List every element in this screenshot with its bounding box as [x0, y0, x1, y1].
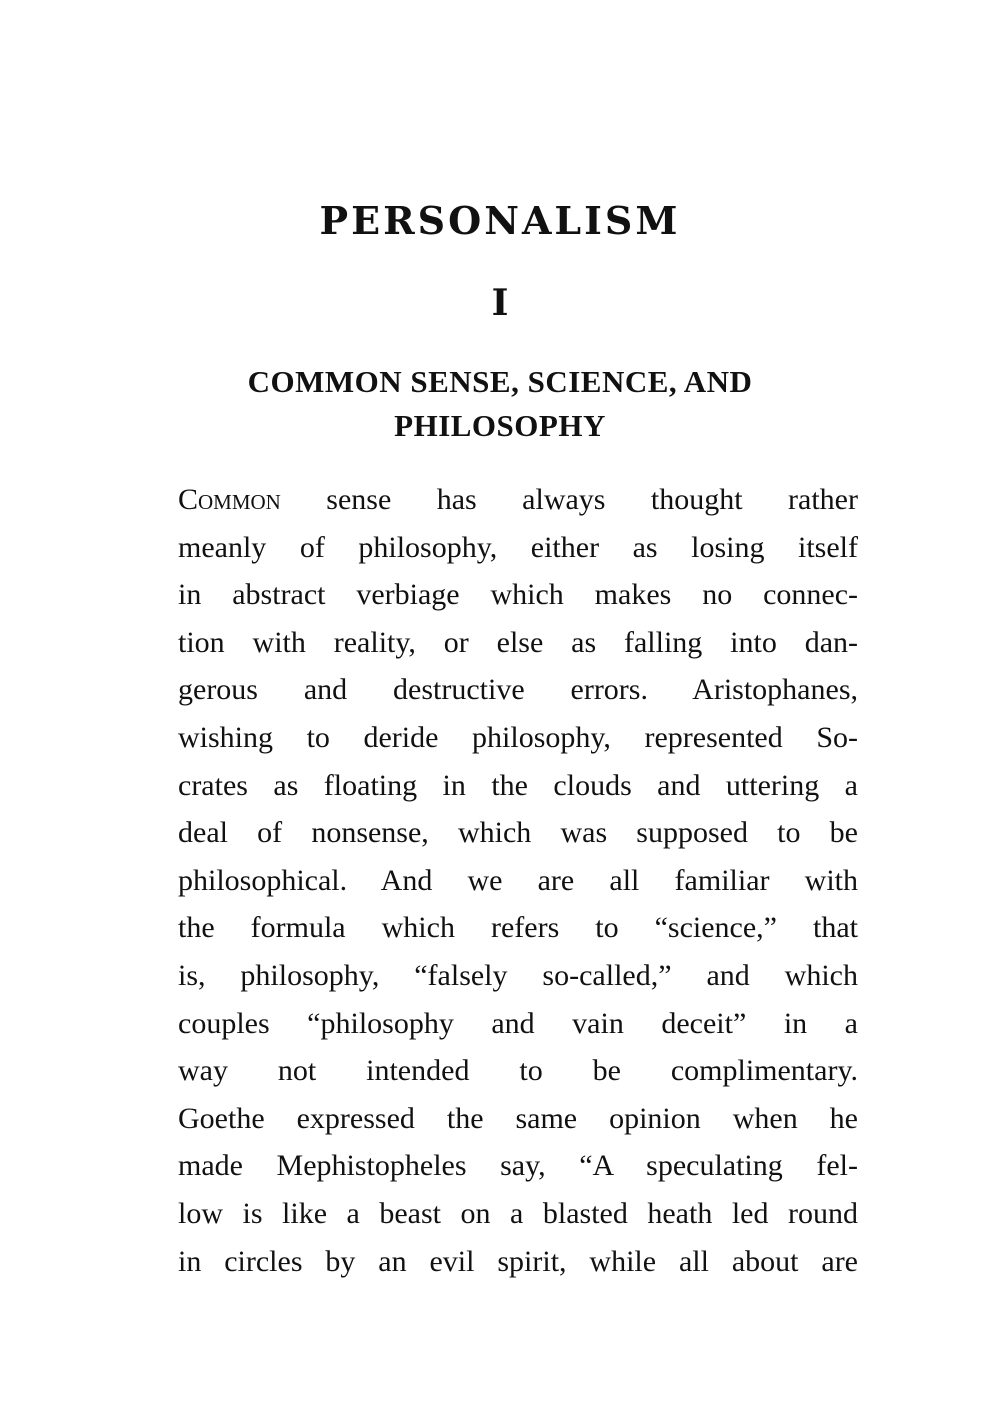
text-line: made Mephistopheles say, “A speculating fel-	[178, 1149, 858, 1183]
text-line: Goethe expressed the same opinion when he	[178, 1101, 858, 1135]
text-line: couples “philosophy and vain deceit” in a	[178, 1006, 858, 1040]
chapter-title-line-2: PHILOSOPHY	[394, 408, 606, 443]
body-paragraph	[178, 476, 858, 1285]
text-line: wishing to deride philosophy, represented So-	[178, 720, 858, 754]
chapter-title-line-1: COMMON SENSE, SCIENCE, AND	[247, 364, 753, 399]
text-line: in abstract verbiage which makes no connec-	[178, 578, 858, 612]
text-line: philosophical. And we are all familiar with	[178, 863, 858, 897]
text-line: is, philosophy, “falsely so-called,” and which	[178, 958, 858, 992]
text-line: the formula which refers to “science,” that	[178, 911, 858, 945]
text-line: gerous and destructive errors. Aristophanes,	[178, 673, 858, 707]
text-line: meanly of philosophy, either as losing itself	[178, 530, 858, 564]
text-line: low is like a beast on a blasted heath led round	[178, 1196, 858, 1230]
text-line: crates as floating in the clouds and uttering a	[178, 768, 858, 802]
text-line: in circles by an evil spirit, while all about are	[178, 1244, 858, 1278]
text-line	[178, 476, 858, 524]
text-line: way not intended to be complimentary.	[178, 1054, 858, 1088]
text-line: tion with reality, or else as falling into dan-	[178, 625, 858, 659]
book-title: PERSONALISM	[319, 198, 681, 243]
chapter-numeral: I	[491, 282, 509, 324]
first-line-rest: sense has always thought rather	[280, 483, 858, 516]
text-line: deal of nonsense, which was supposed to be	[178, 816, 858, 850]
opening-word: Common	[178, 483, 281, 516]
chapter-title	[0, 360, 1000, 448]
